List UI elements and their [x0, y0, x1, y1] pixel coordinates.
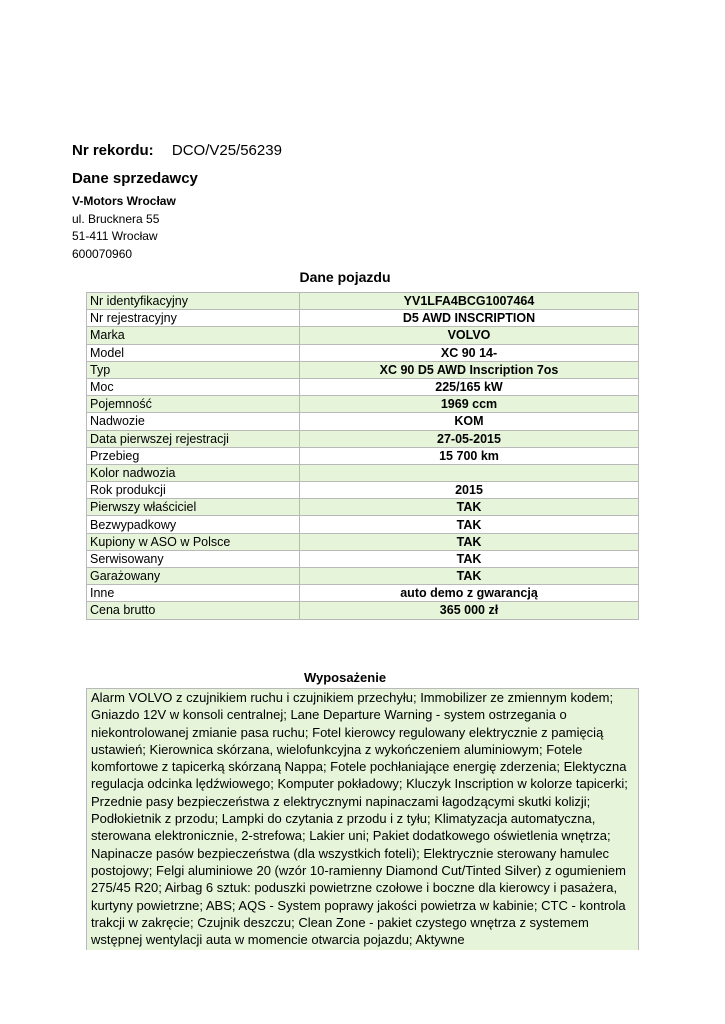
vehicle-field-label: Cena brutto — [87, 602, 300, 619]
table-row — [87, 499, 639, 516]
vehicle-field-value: VOLVO — [300, 327, 639, 344]
equipment-heading: Wyposażenie — [303, 670, 387, 685]
vehicle-field-label: Przebieg — [87, 447, 300, 464]
equipment-text: Alarm VOLVO z czujnikiem ruchu i czujnikiem przechyłu; Immobilizer ze zmiennym kodem; Gniazdo 12V w konsoli centralnej; Lane Departure Warning - system ostrzegania o niekontrolowanej zmianie pasa ruchu; Fotel kierowcy regulowany elektrycznie z pamięcią ustawień; Kierownica skórzana, wielofunkcyjna z wykończeniem aluminiowym; Fotele komfortowe z tapicerką skórzaną Nappa; Fotele pochłaniające energię zderzenia; Elektyczna regulacja odcinka lędźwiowego; Komputer pokładowy; Kluczyk Inscription w kolorze tapicerki; Przednie pasy bezpieczeństwa z elektrycznymi napinaczami łagodzącymi skutki kolizji; Podłokietnik z przodu; Lampki do czytania z przodu i z tyłu; Klimatyzacja automatyczna, sterowana elektronicznie, 2-strefowa; Lakier uni; Pakiet dodatkowego oświetlenia wnętrza; Napinacze pasów bezpieczeństwa (dla wszystkich foteli); Elektrycznie sterowany hamulec postojowy; Felgi aluminiowe 20 (wzór 10-ramienny Diamond Cut/Tinted Silver) z ogumieniem 275/45 R20; Airbag 6 sztuk: poduszki powietrzne czołowe i boczne dla kierowcy i pasażera, kurtyny powietrzne; ABS; AQS - System poprawy jakości powietrza w kabinie; CTC - kontrola trakcji w zakręcie; Czujnik deszczu; Clean Zone - pakiet czystego wnętrza z systemem wstępnej wentylacji auta w momencie otwarcia pojazdu; Aktywne — [86, 688, 639, 950]
table-row — [87, 516, 639, 533]
vehicle-field-value: XC 90 D5 AWD Inscription 7os — [300, 361, 639, 378]
seller-street: ul. Brucknera 55 — [72, 211, 160, 226]
table-row — [87, 464, 639, 481]
vehicle-table — [86, 292, 639, 620]
vehicle-field-value: TAK — [300, 499, 639, 516]
vehicle-heading: Dane pojazdu — [299, 269, 391, 285]
vehicle-field-label: Pierwszy właściciel — [87, 499, 300, 516]
vehicle-field-value: 225/165 kW — [300, 378, 639, 395]
seller-info — [72, 193, 176, 263]
vehicle-field-value: XC 90 14- — [300, 344, 639, 361]
vehicle-field-value: TAK — [300, 516, 639, 533]
vehicle-field-label: Nr identyfikacyjny — [87, 293, 300, 310]
vehicle-field-value: KOM — [300, 413, 639, 430]
vehicle-field-value: TAK — [300, 568, 639, 585]
table-row — [87, 585, 639, 602]
vehicle-field-value: TAK — [300, 533, 639, 550]
vehicle-field-value — [300, 464, 639, 481]
vehicle-field-label: Inne — [87, 585, 300, 602]
vehicle-field-value: 27-05-2015 — [300, 430, 639, 447]
seller-heading: Dane sprzedawcy — [72, 170, 198, 187]
record-number-value: DCO/V25/56239 — [171, 142, 282, 159]
table-row — [87, 568, 639, 585]
table-row — [87, 378, 639, 395]
seller-name: V-Motors Wrocław — [72, 194, 176, 208]
vehicle-field-value: 2015 — [300, 482, 639, 499]
table-row — [87, 327, 639, 344]
vehicle-field-label: Model — [87, 344, 300, 361]
table-row — [87, 413, 639, 430]
vehicle-field-label: Marka — [87, 327, 300, 344]
vehicle-field-value: auto demo z gwarancją — [300, 585, 639, 602]
record-number-label: Nr rekordu: — [72, 142, 154, 159]
vehicle-field-label: Garażowany — [87, 568, 300, 585]
vehicle-field-value: D5 AWD INSCRIPTION — [300, 310, 639, 327]
vehicle-field-label: Data pierwszej rejestracji — [87, 430, 300, 447]
vehicle-field-value: YV1LFA4BCG1007464 — [300, 293, 639, 310]
vehicle-field-value: 365 000 zł — [300, 602, 639, 619]
vehicle-field-value: 15 700 km — [300, 447, 639, 464]
table-row — [87, 344, 639, 361]
vehicle-field-label: Bezwypadkowy — [87, 516, 300, 533]
table-row — [87, 310, 639, 327]
vehicle-field-label: Serwisowany — [87, 550, 300, 567]
vehicle-field-label: Kolor nadwozia — [87, 464, 300, 481]
vehicle-field-value: TAK — [300, 550, 639, 567]
table-row — [87, 293, 639, 310]
vehicle-field-label: Nadwozie — [87, 413, 300, 430]
vehicle-field-label: Nr rejestracyjny — [87, 310, 300, 327]
vehicle-field-label: Typ — [87, 361, 300, 378]
vehicle-field-label: Kupiony w ASO w Polsce — [87, 533, 300, 550]
table-row — [87, 361, 639, 378]
table-row — [87, 550, 639, 567]
table-row — [87, 482, 639, 499]
vehicle-field-label: Rok produkcji — [87, 482, 300, 499]
table-row — [87, 430, 639, 447]
vehicle-field-value: 1969 ccm — [300, 396, 639, 413]
vehicle-field-label: Moc — [87, 378, 300, 395]
table-row — [87, 396, 639, 413]
table-row — [87, 533, 639, 550]
record-number — [72, 142, 282, 159]
seller-phone: 600070960 — [72, 246, 133, 261]
vehicle-field-label: Pojemność — [87, 396, 300, 413]
seller-city: 51-411 Wrocław — [72, 229, 158, 243]
table-row — [87, 447, 639, 464]
table-row — [87, 602, 639, 619]
